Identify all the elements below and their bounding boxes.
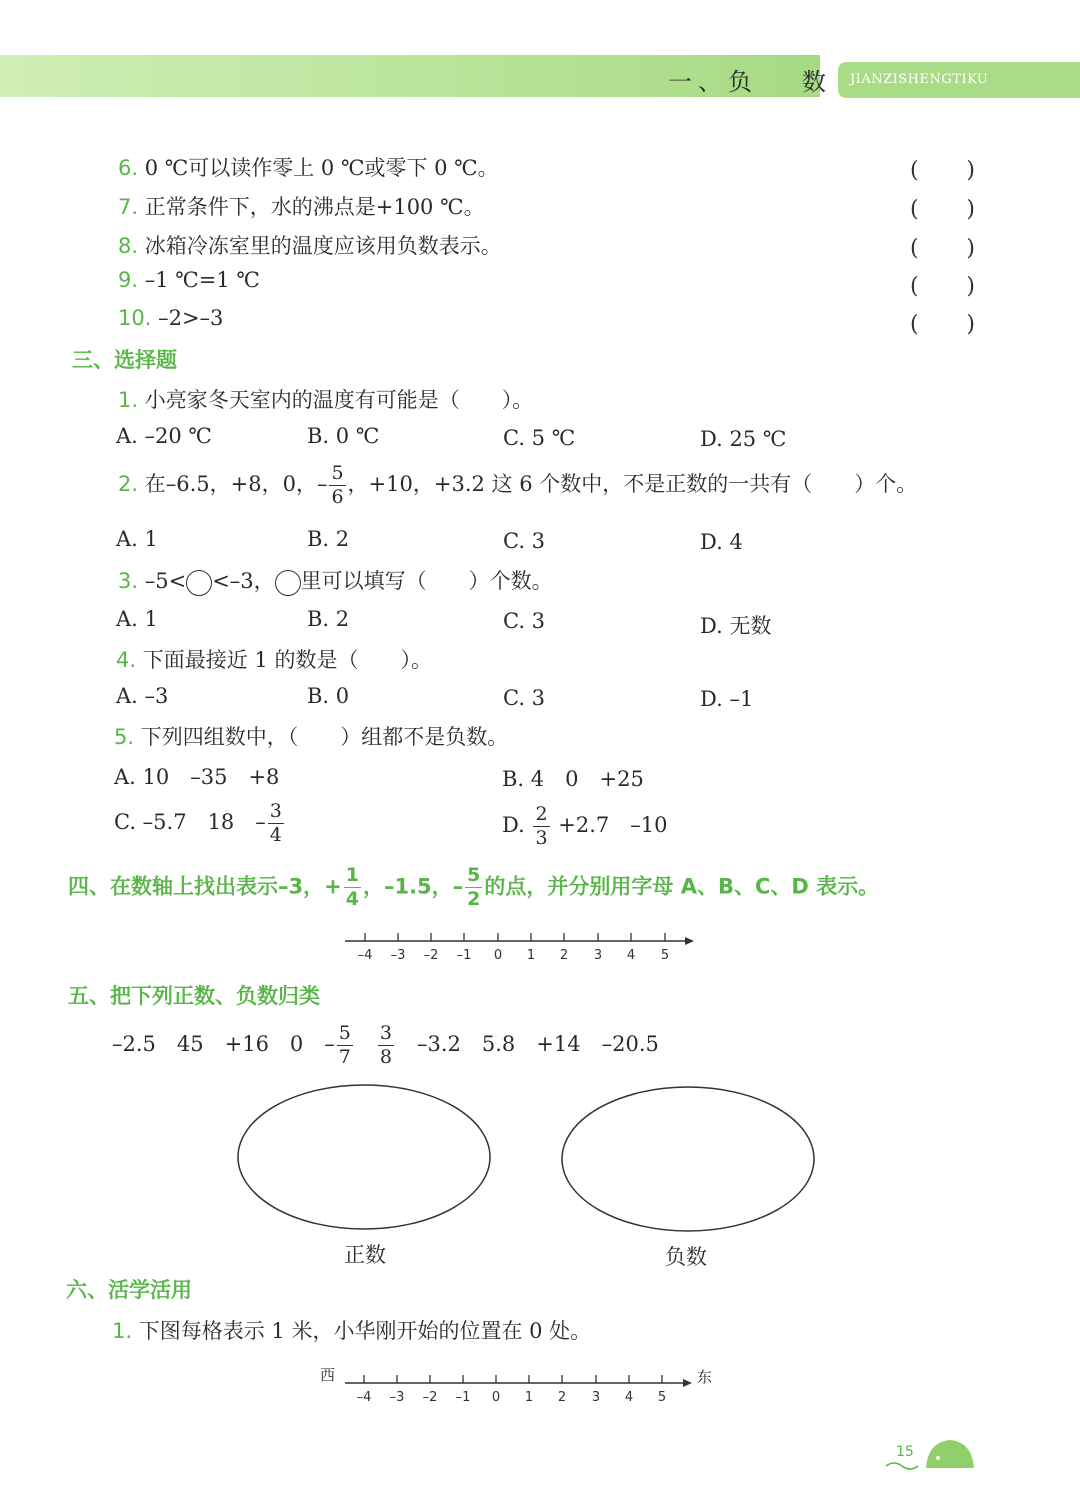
tf-item-7: 7. 正常条件下，水的沸点是+100 ℃。 [118, 195, 485, 219]
section-3-title: 三、选择题 [72, 348, 177, 372]
page-number: 15 [896, 1444, 914, 1460]
axis-label: 4 [624, 1390, 634, 1405]
q4-option-d[interactable]: D. –1 [700, 687, 754, 711]
axis-label: –2 [422, 1390, 438, 1405]
tf-item-9: 9. –1 ℃=1 ℃ [118, 268, 260, 292]
axis-label: –4 [357, 948, 373, 963]
fraction-3-4: $\frac{3}{4}$ [269, 800, 282, 846]
q1-option-b[interactable]: B. 0 ℃ [307, 424, 380, 448]
number-line-2[interactable] [340, 1372, 700, 1407]
west-label: 西 [320, 1366, 336, 1384]
axis-label: 0 [493, 948, 503, 963]
q5-option-a[interactable]: A. 10 –35 +8 [114, 765, 280, 789]
answer-blank-10[interactable]: ( ) [910, 312, 975, 337]
q2-option-c[interactable]: C. 3 [503, 529, 546, 553]
q4: 4. 下面最接近 1 的数是（ ）。 [116, 648, 432, 672]
q1-option-a[interactable]: A. –20 ℃ [116, 424, 212, 448]
q3-option-a[interactable]: A. 1 [116, 607, 158, 631]
q2-option-b[interactable]: B. 2 [307, 527, 350, 551]
q5-option-d[interactable]: D. $\frac{2}{3}$ +2.7 –10 [502, 803, 668, 849]
positive-numbers-oval[interactable] [236, 1083, 492, 1231]
axis-label: –3 [389, 1390, 405, 1405]
fraction-1-4: $\frac{1}{4}$ [345, 864, 359, 910]
answer-blank-6[interactable]: ( ) [910, 158, 975, 183]
s6-q1: 1. 下图每格表示 1 米，小华刚开始的位置在 0 处。 [112, 1319, 592, 1343]
section-4-title: 四、在数轴上找出表示–3，+ $\frac{1}{4}$ ，–1.5，– $\frac{5}{2}$ 的点，并分别用字母 A、B、C、D 表示。 [68, 864, 880, 910]
east-label: 东 [697, 1368, 713, 1386]
q2: 2. 在–6.5，+8，0，– $\frac{5}{6}$ ，+10，+3.2 这 6 个数中，不是正数的一共有（ ）个。 [118, 462, 918, 508]
q5-option-b[interactable]: B. 4 0 +25 [502, 767, 644, 791]
axis-label: 5 [657, 1390, 667, 1405]
numbers-to-classify: –2.5 45 +16 0 – $\frac{5}{7}$ $\frac{3}{8}$ –3.2 5.8 +14 –20.5 [112, 1022, 659, 1068]
axis-label: 0 [491, 1390, 501, 1405]
whale-icon [926, 1440, 974, 1468]
q1: 1. 小亮家冬天室内的温度有可能是（ ）。 [118, 388, 534, 412]
q3: 3. –5< <–3， 里可以填写（ ）个数。 [118, 565, 553, 596]
axis-ticks-2 [364, 1375, 662, 1383]
axis-label: 3 [591, 1390, 601, 1405]
page-number-badge [880, 1428, 976, 1476]
section-6-title: 六、活学活用 [66, 1278, 192, 1302]
section-5-title: 五、把下列正数、负数归类 [68, 984, 320, 1008]
fraction-3-8: $\frac{3}{8}$ [379, 1022, 392, 1068]
axis-label: 3 [593, 948, 603, 963]
axis-label: 5 [660, 948, 670, 963]
axis-label: 1 [526, 948, 536, 963]
answer-blank-8[interactable]: ( ) [910, 236, 975, 261]
number-line-1[interactable] [340, 930, 700, 965]
q3-option-d[interactable]: D. 无数 [700, 614, 772, 638]
q1-option-c[interactable]: C. 5 ℃ [503, 426, 576, 450]
q4-option-c[interactable]: C. 3 [503, 686, 546, 710]
q5: 5. 下列四组数中，（ ）组都不是负数。 [114, 725, 509, 749]
axis-label: 4 [626, 948, 636, 963]
q2-option-d[interactable]: D. 4 [700, 530, 743, 554]
fraction-2-3: $\frac{2}{3}$ [535, 803, 548, 849]
tf-item-6: 6. 0 ℃可以读作零上 0 ℃或零下 0 ℃。 [118, 156, 499, 180]
positive-label: 正数 [344, 1243, 386, 1267]
axis-label: 2 [557, 1390, 567, 1405]
chapter-title: 一、负 数 [668, 68, 832, 96]
q5-option-c[interactable]: C. –5.7 18 – $\frac{3}{4}$ [114, 800, 282, 846]
axis-label: –4 [356, 1390, 372, 1405]
answer-blank-7[interactable]: ( ) [910, 197, 975, 222]
negative-label: 负数 [665, 1245, 707, 1269]
blank-circle[interactable] [186, 570, 212, 596]
q4-option-a[interactable]: A. –3 [116, 684, 169, 708]
q4-option-b[interactable]: B. 0 [307, 684, 350, 708]
tf-item-10: 10. –2>–3 [118, 306, 224, 330]
arrow-right-icon [685, 937, 694, 945]
q2-option-a[interactable]: A. 1 [116, 527, 158, 551]
q1-option-d[interactable]: D. 25 ℃ [700, 427, 787, 451]
header-tab: JIANZISHENGTIKU [838, 62, 1080, 98]
fraction-5-7: $\frac{5}{7}$ [338, 1022, 351, 1068]
axis-label: 1 [524, 1390, 534, 1405]
axis-label: 2 [559, 948, 569, 963]
tf-item-8: 8. 冰箱冷冻室里的温度应该用负数表示。 [118, 234, 502, 258]
q3-option-c[interactable]: C. 3 [503, 609, 546, 633]
fraction-5-6: $\frac{5}{6}$ [331, 462, 344, 508]
axis-label: –3 [390, 948, 406, 963]
axis-ticks-1 [365, 933, 665, 941]
arrow-right-icon [683, 1379, 692, 1387]
negative-numbers-oval[interactable] [560, 1085, 816, 1233]
axis-label: –1 [456, 948, 472, 963]
blank-circle[interactable] [275, 570, 301, 596]
fraction-5-2: $\frac{5}{2}$ [467, 864, 481, 910]
axis-label: –1 [455, 1390, 471, 1405]
answer-blank-9[interactable]: ( ) [910, 274, 975, 299]
q3-option-b[interactable]: B. 2 [307, 607, 350, 631]
axis-label: –2 [423, 948, 439, 963]
